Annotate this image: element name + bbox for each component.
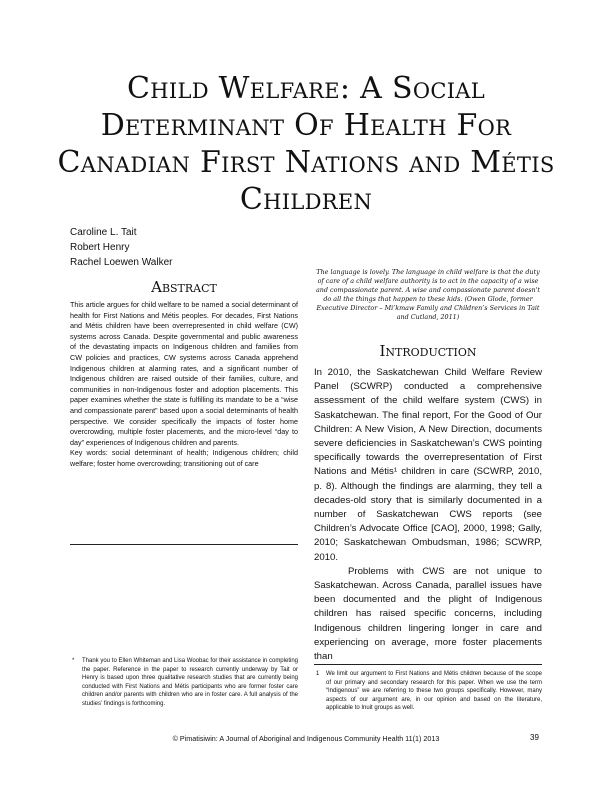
keywords: Key words: social determinant of health; Indigenous children; child welfare; foster home overcrowding; transitioning out of care bbox=[70, 448, 298, 468]
footnote-text: We limit our argument to First Nations and Métis children because of the scope of our primary and secondary research for this paper. When we use the term “Indigenous” we are referring to these two groups specifically. However, many aspects of our argument are, in our opinion and based on the literature, applicable to Inuit groups as well. bbox=[326, 671, 542, 712]
title-line: Children bbox=[239, 182, 373, 217]
page-number: 39 bbox=[530, 733, 539, 742]
article-title bbox=[40, 70, 572, 218]
journal-footer: © Pimatisiwin: A Journal of Aboriginal and Indigenous Community Health 11(1) 2013 bbox=[172, 734, 440, 743]
title-line: Child Welfare: A Social bbox=[126, 71, 486, 106]
left-column bbox=[70, 278, 298, 470]
footnote-marker: 1 bbox=[316, 671, 320, 677]
right-footnote bbox=[316, 670, 542, 713]
title-line: Canadian First Nations and Métis bbox=[57, 145, 555, 180]
author-name: Robert Henry bbox=[70, 242, 130, 253]
abstract-heading: Abstract bbox=[151, 278, 217, 296]
author-name: Rachel Loewen Walker bbox=[70, 257, 173, 268]
left-footnote-rule bbox=[70, 544, 298, 545]
title-line: Determinant Of Health For bbox=[100, 108, 512, 143]
footnote-text: Thank you to Ellen Whiteman and Lisa Woobac for their assistance in completing the paper. Reference in the paper to research currently underway by Tait or Henry is based upon three qualitative research studies that are currently being conducted with First Nations and Métis participants who are former foster care children and/or parents with children who are in foster care. A full analysis of the studies’ findings is forthcoming. bbox=[82, 658, 298, 707]
abstract-text: This article argues for child welfare to be named a social determinant of health for First Nations and Métis peoples. For decades, First Nations and Métis children have been overrepresented in child welfare (CW) systems across Canada. Despite governmental and public awareness of the devastating impacts on Indigenous children and families from CW policies and practices, CW systems across Canada apprehend Indigenous children at alarming rates, and a significant number of Indigenous children are raised outside of their families, culture, and communities in non-Indigenous foster and adoption placements. This paper examines whether the state is fulfilling its mandate to be a “wise and compassionate parent” based upon a social determinants of health perspective. We consider specifically the impacts of foster home overcrowding, multiple foster placements, and the micro-level “day to day” experiences of Indigenous children and parents. bbox=[70, 300, 298, 447]
right-column bbox=[314, 268, 542, 664]
introduction-heading: Introduction bbox=[379, 342, 477, 360]
left-footnote bbox=[72, 657, 298, 709]
footnote-marker: * bbox=[72, 658, 75, 664]
introduction-paragraph: Problems with CWS are not unique to Saskatchewan. Across Canada, parallel issues have been documented and the plight of Indigenous children has raised specific concerns, including Indigenous children lingering longer in care and experiencing on average, more foster placements than bbox=[314, 565, 542, 663]
epigraph-quote: The language is lovely. The language in child welfare is that the duty of care of a child welfare authority is to act in the capacity of a wise and compassionate parent. A wise and compassionate parent doesn't do all the things that happen to these kids. (Owen Glode, former Executive Director – Mi’kmaw Family and Children’s Services in Tait and Cutland, 2011) bbox=[315, 268, 541, 321]
author-name: Caroline L. Tait bbox=[70, 227, 137, 238]
introduction-paragraph: In 2010, the Saskatchewan Child Welfare Review Panel (SCWRP) conducted a comprehensive assessment of the child welfare system (CWS) in Saskatchewan. The final report, For the Good of Our Children: A New Vision, A New Direction, documents severe deficiencies in Saskatchewan’s CWS pointing specifically towards the overrepresentation of First Nations and Métis¹ children in care (SCWRP, 2010, p. 8). Although the findings are alarming, they tell a decades-old story that is similarly documented in a number of Saskatchewan CWS reports (see Children’s Advocate Office [CAO], 2000, 1998; Gally, 2010; Saskatchewan Ombudsman, 1986; SCWRP, 2010. bbox=[314, 367, 542, 563]
author-list bbox=[70, 225, 172, 270]
right-footnote-rule bbox=[314, 664, 542, 665]
